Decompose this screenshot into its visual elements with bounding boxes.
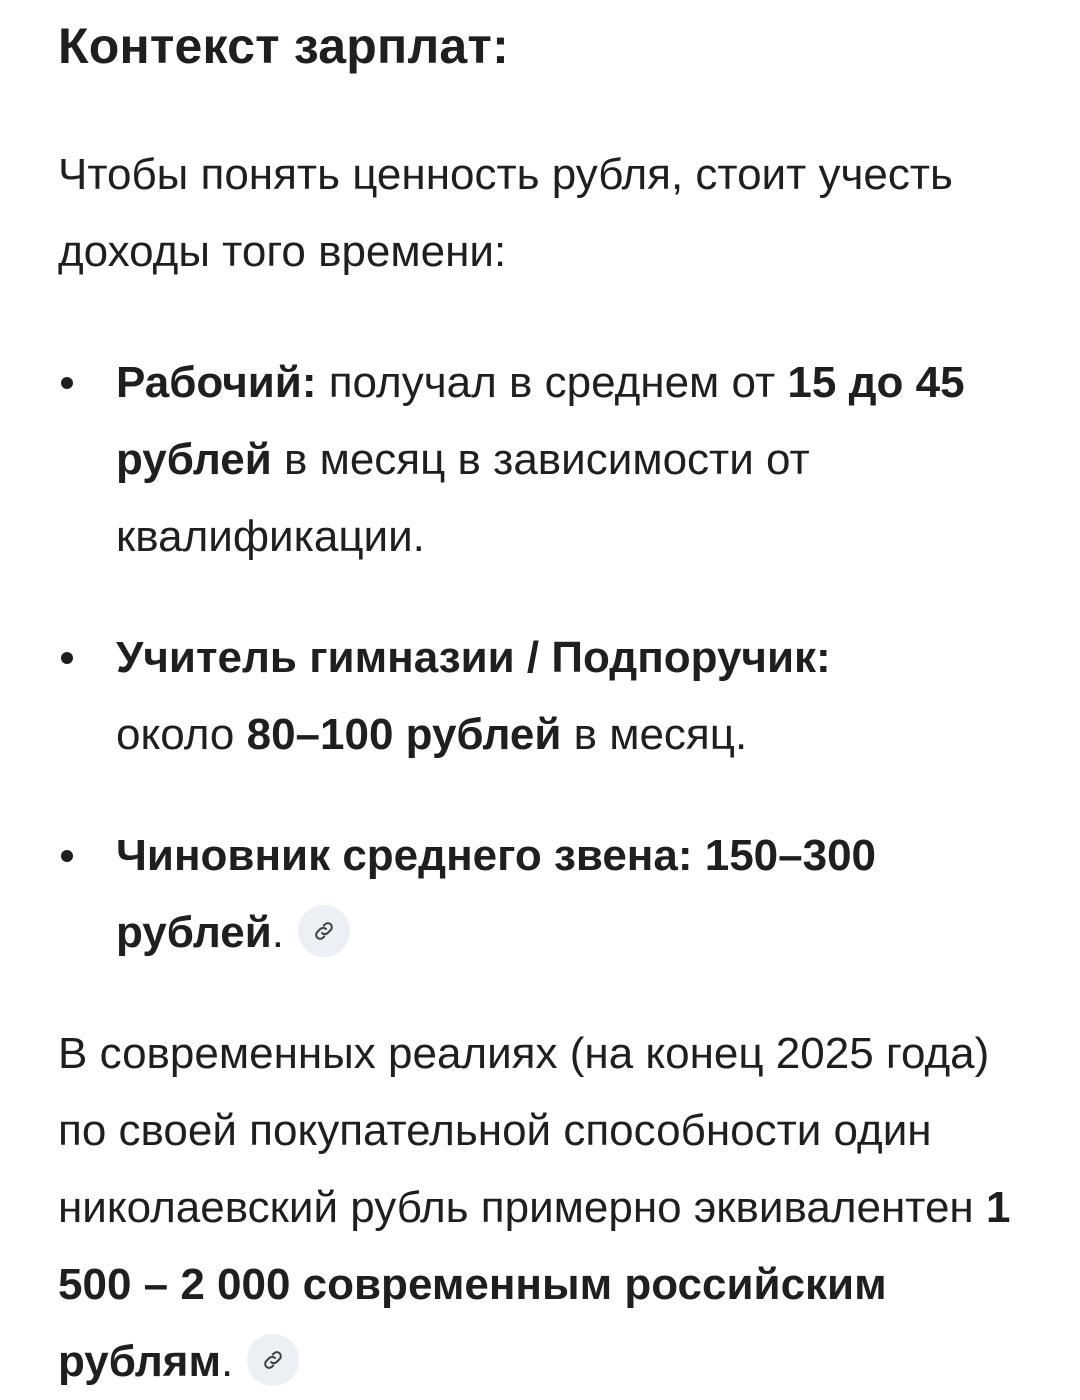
item-text-end: в месяц. xyxy=(561,710,748,759)
item-label: Рабочий: xyxy=(116,358,317,407)
item-text xyxy=(693,831,705,880)
bullet-icon xyxy=(61,377,73,389)
item-amount: 15 до 45 рублей xyxy=(116,358,965,484)
item-text: получал в среднем от xyxy=(316,358,788,407)
response-content xyxy=(58,0,1038,1400)
item-text-end: в месяц в зависимости от квалификации. xyxy=(116,435,810,561)
item-amount: 80–100 рублей xyxy=(246,710,562,759)
link-icon xyxy=(261,1348,285,1372)
list-item-official xyxy=(58,817,1038,971)
list-item-worker xyxy=(58,344,1038,575)
citation-link-button[interactable] xyxy=(247,1334,299,1386)
item-label: Чиновник среднего звена: xyxy=(116,831,693,880)
salary-list xyxy=(58,344,1038,971)
outro-text: В современных реалиях (на конец 2025 года) по своей покупательной способности один николаевский рубль примерно эквивалентен xyxy=(58,1029,990,1232)
outro-amount: 1 500 – 2 000 современным российским рублям xyxy=(58,1183,1011,1386)
item-text-end: . xyxy=(271,908,284,957)
list-item-teacher xyxy=(58,619,1038,773)
bullet-icon xyxy=(61,850,73,862)
section-heading: Контекст зарплат: xyxy=(58,18,509,74)
bullet-icon xyxy=(61,652,73,664)
outro-text-end: . xyxy=(221,1337,234,1386)
citation-link-button[interactable] xyxy=(298,905,350,957)
item-text: около xyxy=(116,710,247,759)
item-amount: 150–300 рублей xyxy=(116,831,877,957)
item-label: Учитель гимназии / Подпоручик: xyxy=(116,633,831,682)
intro-paragraph: Чтобы понять ценность рубля, стоит учесть доходы того времени: xyxy=(58,150,953,276)
outro-paragraph xyxy=(58,1015,1038,1400)
link-icon xyxy=(312,919,336,943)
